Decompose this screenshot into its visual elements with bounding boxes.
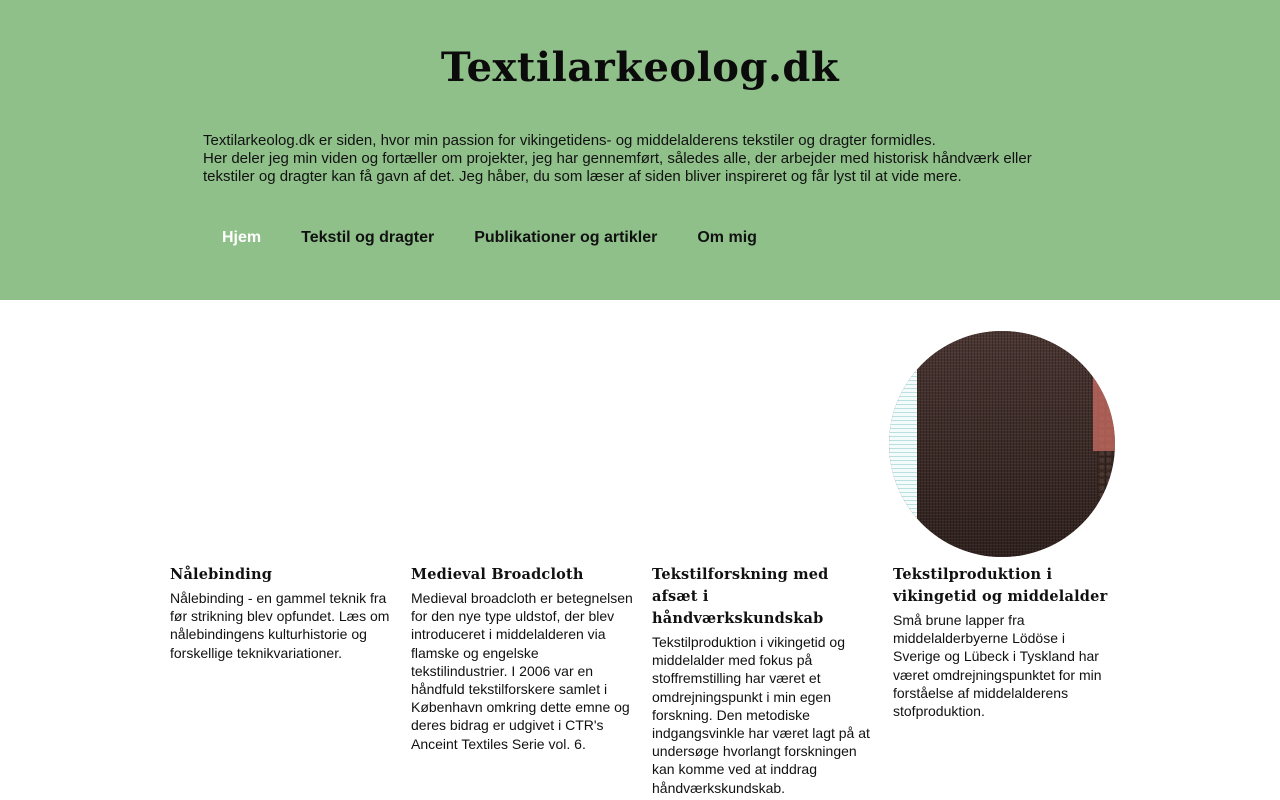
site-header [0,0,1280,300]
card-tekstilproduktion[interactable] [893,330,1115,720]
card-title[interactable]: Tekstilproduktion i vikingetid og middelalder [893,566,1108,605]
photo-background-edge [889,331,919,557]
card-tekstilforskning[interactable] [652,330,874,797]
card-image[interactable] [893,330,1115,558]
card-nalebinding[interactable] [170,330,392,662]
nav-item-hjem[interactable]: Hjem [222,229,262,246]
card-text: Tekstilproduktion i vikingetid og middelalder med fokus på stoffremstilling har været et omdrejningspunkt i min egen forskning. Den metodiske indgangsvinkle har været lagt på at undersøge hvorlangt forskningen kan komme ved at inddrag håndværkskundskab. [652,634,870,796]
card-text: Små brune lapper fra middelalderbyerne Lödöse i Sverige og Lübeck i Tyskland har været omdrejningspunktet for min forståelse af middelalderens stofproduktion. [893,612,1102,720]
card-text: Medieval broadcloth er betegnelsen for den nye type uldstof, der blev introduceret i middelalderen via flamske og engelske tekstilindustrier. I 2006 var en håndfuld tekstilforskere samlet i København omkring dette emne og deres bidrag er udgivet i CTR's Anceint Textiles Serie vol. 6. [411,590,633,752]
nav-item-publikationer-og-artikler[interactable]: Publikationer og artikler [474,229,658,246]
card-image-placeholder [170,330,392,558]
card-title[interactable]: Medieval Broadcloth [411,566,584,583]
intro-text [203,132,1063,186]
nav-item-tekstil-og-dragter[interactable]: Tekstil og dragter [301,229,435,246]
card-title[interactable]: Nålebinding [170,566,273,583]
card-text: Nålebinding - en gammel teknik fra før strikning blev opfundet. Læs om nålebindingens kulturhistorie og forskellige teknikvariationer. [170,590,390,661]
card-image-placeholder [652,330,874,558]
photo-red-edge [1093,371,1115,451]
card-image-placeholder [411,330,633,558]
site-title[interactable]: Textilarkeolog.dk [440,44,840,91]
card-title[interactable]: Tekstilforskning med afsæt i håndværkskundskab [652,566,829,627]
woven-fabric-photo-icon[interactable] [889,331,1115,557]
intro-line-2: Her deler jeg min viden og fortæller om projekter, jeg har gennemført, således alle, der arbejder med historisk håndværk eller tekstiler og dragter kan få gavn af det. Jeg håber, du som læser af siden bliver inspireret og får lyst til at vide mere. [203,150,1032,185]
main-nav [202,222,777,254]
card-medieval-broadcloth[interactable] [411,330,633,753]
content-cards [170,330,1115,800]
nav-item-om-mig[interactable]: Om mig [697,229,757,246]
fabric-texture [917,331,1097,557]
intro-line-1: Textilarkeolog.dk er siden, hvor min passion for vikingetidens- og middelalderens tekstiler og dragter formidles. [203,132,936,149]
